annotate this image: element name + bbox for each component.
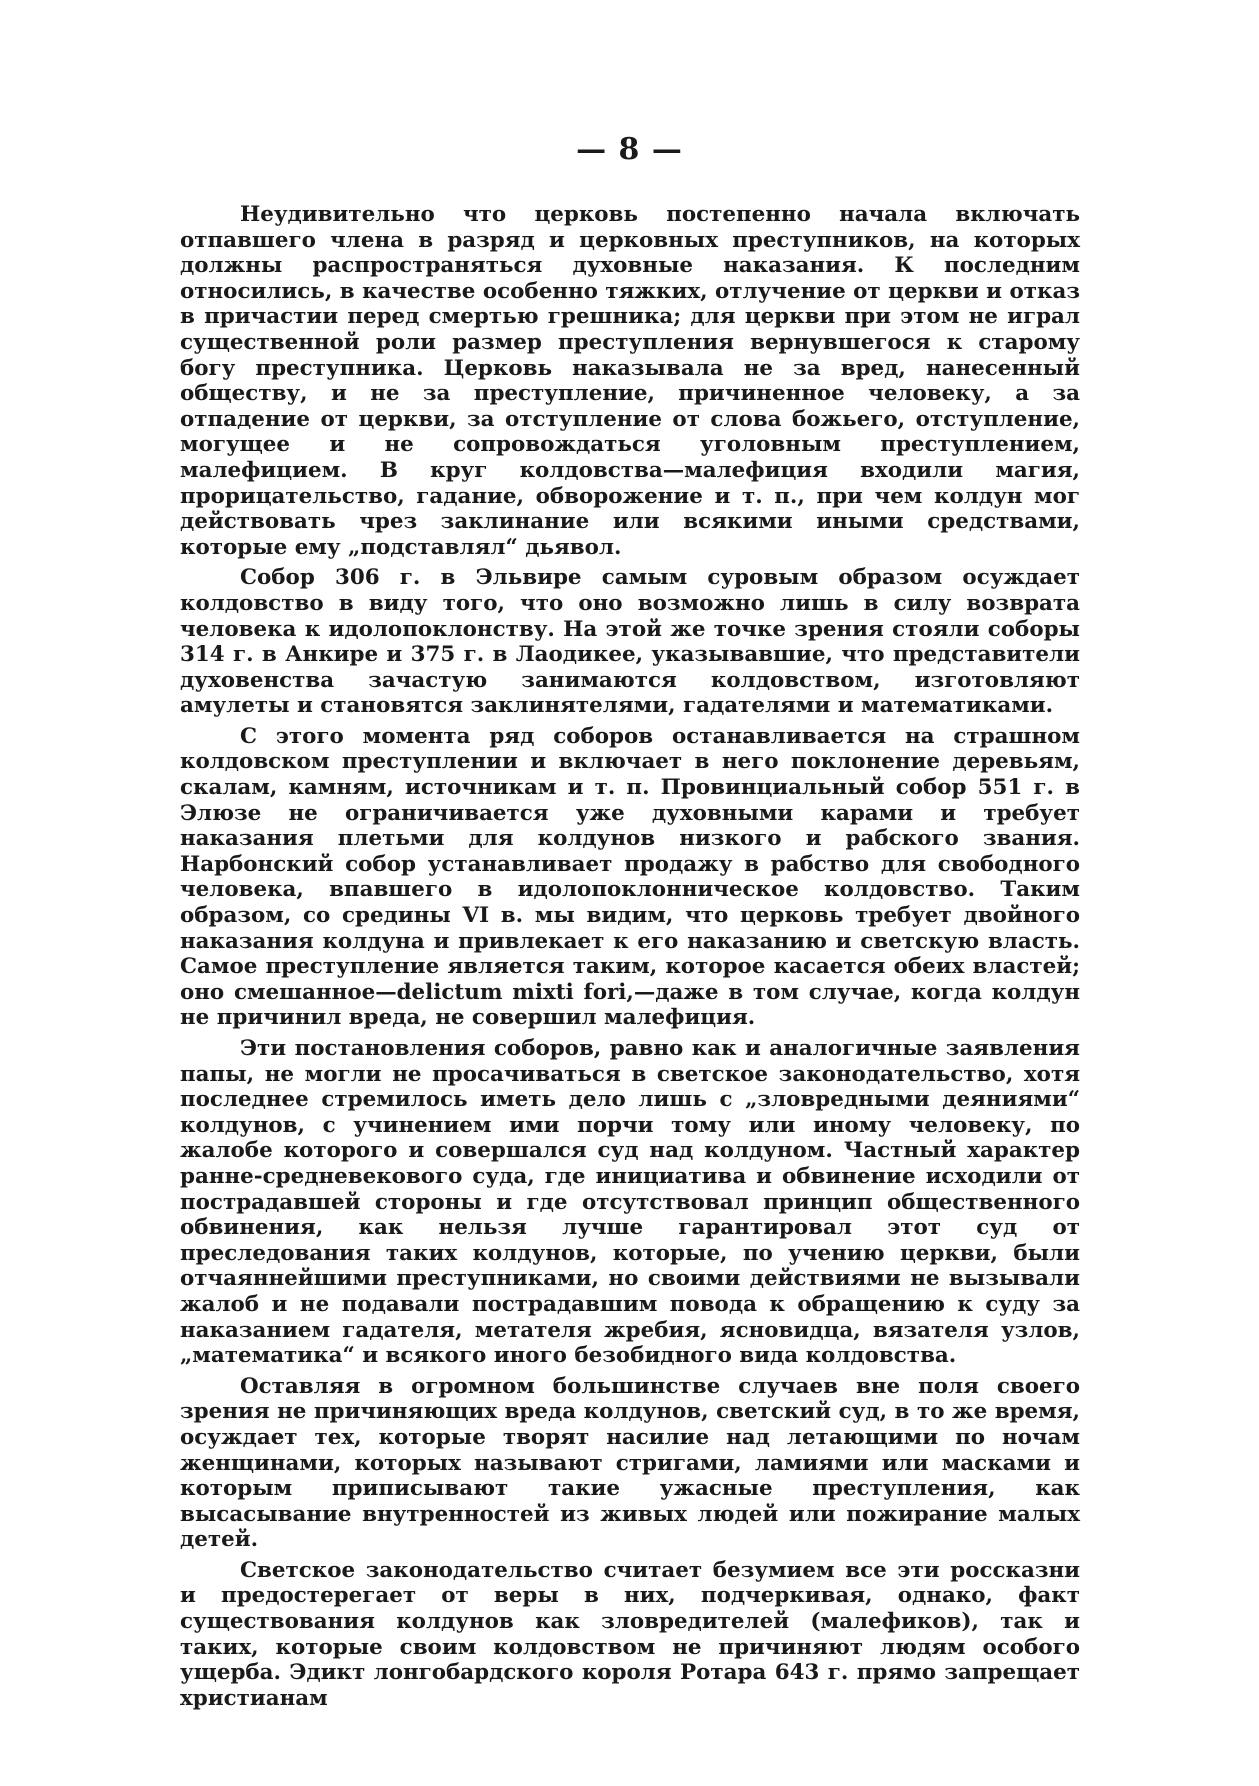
paragraph-3: С этого момента ряд соборов останавливается на страшном колдовском преступлении и включает в него поклонение деревьям, скалам, камням, источникам и т. п. Провинциальный собор 551 г. в Элюзе не ограничивается уже духовными карами и требует наказания плетьми для колдунов низкого и рабского звания. Нарбонский собор устанавливает продажу в рабство для свободного человека, впавшего в идолопоклонническое колдовство. Таким образом, со средины VI в. мы видим, что церковь требует двойного наказания колдуна и привлекает к его наказанию и светскую власть. Самое преступление является таким, которое касается обеих властей; оно смешанное—delictum mixti fori,—даже в том случае, когда колдун не причинил вреда, не совершил малефиция. [180, 723, 1080, 1031]
paragraph-2: Собор 306 г. в Эльвире самым суровым образом осуждает колдовство в виду того, что оно возможно лишь в силу возврата человека к идолопоклонству. На этой же точке зрения стояли соборы 314 г. в Анкире и 375 г. в Лаодикее, указывавшие, что представители духовенства зачастую занимаются колдовством, изготовляют амулеты и становятся заклинятелями, гадателями и математиками. [180, 565, 1080, 719]
paragraph-4: Эти постановления соборов, равно как и аналогичные заявления папы, не могли не просачиваться в светское законодательство, хотя последнее стремилось иметь дело лишь с „зловредными деяниями“ колдунов, с учинением ими порчи тому или иному человеку, по жалобе которого и совершался суд над колдуном. Частный характер ранне-средневекового суда, где инициатива и обвинение исходили от пострадавшей стороны и где отсутствовал принцип общественного обвинения, как нельзя лучше гарантировал этот суд от преследования таких колдунов, которые, по учению церкви, были отчаяннейшими преступниками, но своими действиями не вызывали жалоб и не подавали пострадавшим повода к обращению к суду за наказанием гадателя, метателя жребия, ясновидца, вязателя узлов, „математика“ и всякого иного безобидного вида колдовства. [180, 1036, 1080, 1369]
body-text [180, 202, 1080, 1716]
page-number: — 8 — [576, 132, 683, 167]
paragraph-5: Оставляя в огромном большинстве случаев вне поля своего зрения не причиняющих вреда колдунов, светский суд, в то же время, осуждает тех, которые творят насилие над летающими по ночам женщинами, которых называют стригами, ламиями или масками и которым приписывают такие ужасные преступления, как высасывание внутренностей из живых людей или пожирание малых детей. [180, 1373, 1080, 1553]
paragraph-1: Неудивительно что церковь постепенно начала включать отпавшего члена в разряд и церковных преступников, на которых должны распространяться духовные наказания. К последним относились, в качестве особенно тяжких, отлучение от церкви и отказ в причастии перед смертью грешника; для церкви при этом не играл существенной роли размер преступления вернувшегося к старому богу преступника. Церковь наказывала не за вред, нанесенный обществу, и не за преступление, причиненное человеку, а за отпадение от церкви, за отступление от слова божьего, отступление, могущее и не сопровождаться уголовным преступлением, малефицием. В круг колдовства—малефиция входили магия, прорицательство, гадание, обворожение и т. п., при чем колдун мог действовать чрез заклинание или всякими иными средствами, которые ему „подставлял“ дьявол. [180, 202, 1080, 560]
paragraph-6: Светское законодательство считает безумием все эти россказни и предостерегает от веры в них, подчеркивая, однако, факт существования колдунов как зловредителей (малефиков), так и таких, которые своим колдовством не причиняют людям особого ущерба. Эдикт лонгобардского короля Ротара 643 г. прямо запрещает христианам [180, 1557, 1080, 1711]
